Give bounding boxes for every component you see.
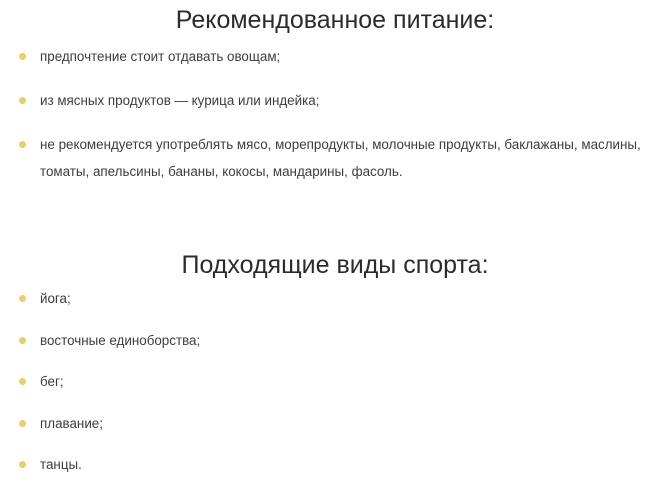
list-item-text: предпочтение стоит отдавать овощам; <box>40 49 281 64</box>
nutrition-list <box>0 43 670 202</box>
list-item <box>0 410 670 437</box>
bullet-dot-icon <box>19 461 26 468</box>
list-item-text: танцы. <box>40 457 82 472</box>
bullet-dot-icon <box>19 420 26 427</box>
list-item <box>0 451 670 478</box>
list-item <box>0 87 670 114</box>
list-item <box>0 285 670 312</box>
bullet-dot-icon <box>19 295 26 302</box>
list-item <box>0 327 670 354</box>
list-item-text: из мясных продуктов — курица или индейка; <box>40 93 320 108</box>
list-item-text: плавание; <box>40 415 103 431</box>
list-item-text: восточные единоборства; <box>40 332 201 348</box>
list-item <box>0 368 670 395</box>
sport-list <box>0 285 670 493</box>
list-item-text: не рекомендуется употреблять мясо, морепродукты, молочные продукты, баклажаны, маслины, томаты, апельсины, бананы, кокосы, мандарины, фасоль. <box>40 137 641 179</box>
bullet-dot-icon <box>19 337 26 344</box>
bullet-dot-icon <box>19 97 26 104</box>
list-item <box>0 131 670 185</box>
list-item <box>0 43 670 70</box>
bullet-dot-icon <box>19 141 26 148</box>
nutrition-heading: Рекомендованное питание: <box>175 6 495 34</box>
bullet-dot-icon <box>19 378 26 385</box>
list-item-text: йога; <box>40 291 71 306</box>
bullet-dot-icon <box>19 53 26 60</box>
list-item-text: бег; <box>40 374 64 389</box>
sport-heading: Подходящие виды спорта: <box>181 251 489 279</box>
